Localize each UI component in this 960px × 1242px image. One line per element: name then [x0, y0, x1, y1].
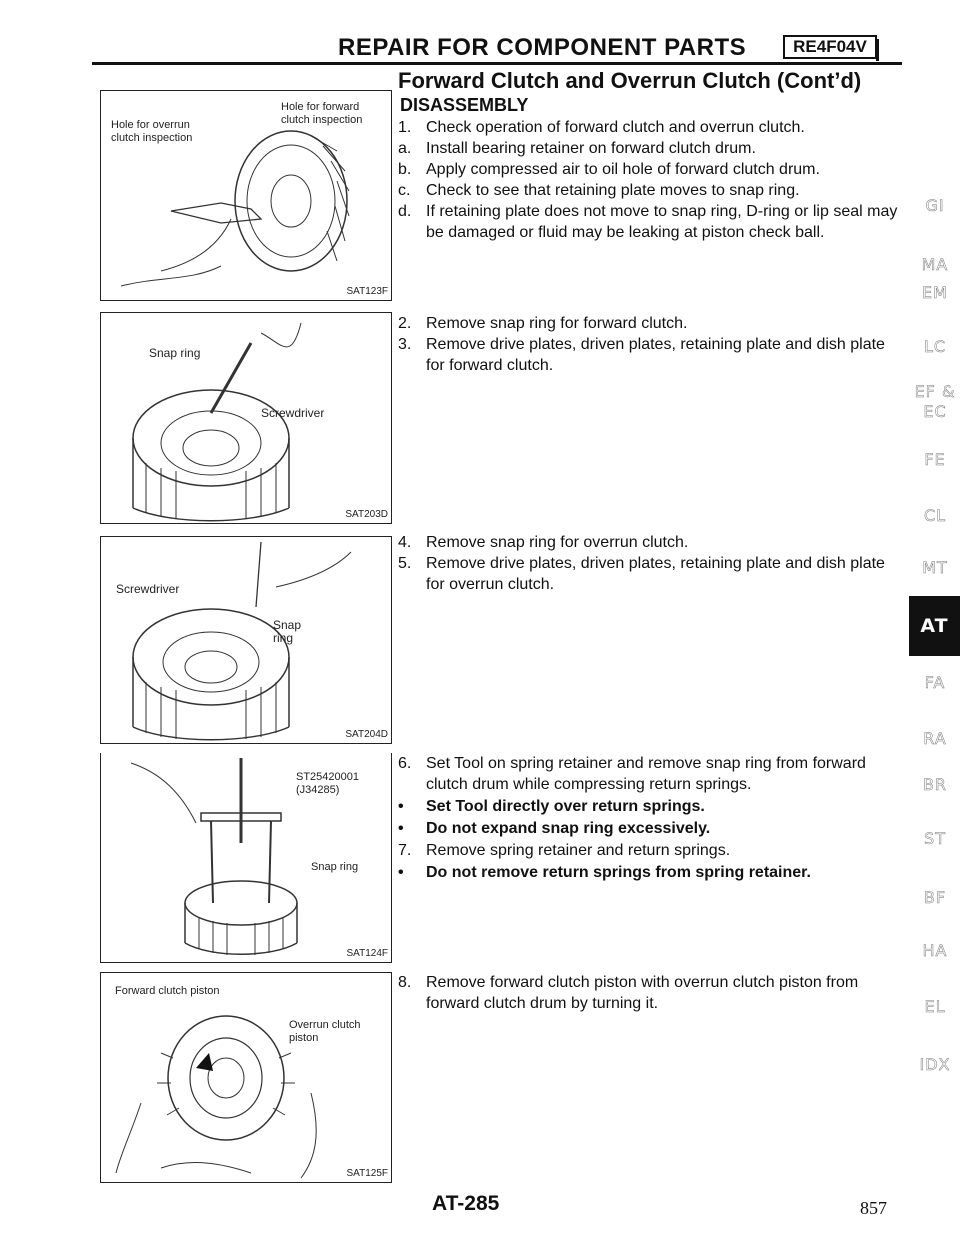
figure-label: Hole for overrun clutch inspection: [111, 119, 193, 144]
figure-forward-snap-ring: [100, 312, 392, 524]
step-item: 1. Check operation of forward clutch and overrun clutch.: [398, 119, 805, 136]
figure-label: Hole for forward clutch inspection: [281, 101, 363, 126]
step-item: 3. Remove drive plates, driven plates, retaining plate and dish plate for forward clutch.: [398, 336, 885, 374]
page-subtitle: Forward Clutch and Overrun Clutch (Cont’d): [398, 68, 862, 93]
note-item: • Do not remove return springs from spring retainer.: [398, 864, 811, 881]
page-code: AT-285: [432, 1192, 500, 1215]
figure-label: Overrun clutch piston: [289, 1019, 361, 1044]
side-tab-lc[interactable]: LC: [923, 337, 947, 356]
header-rule: [92, 62, 902, 65]
figure-code: SAT203D: [345, 509, 388, 520]
step-item: 7. Remove spring retainer and return springs.: [398, 842, 731, 859]
figure-piston-removal: [100, 972, 392, 1183]
figure-code: SAT124F: [346, 948, 388, 959]
figure-code: SAT123F: [346, 286, 388, 297]
figure-code: SAT204D: [345, 729, 388, 740]
side-tab-fe[interactable]: FE: [924, 450, 946, 469]
side-tab-at-active[interactable]: AT: [909, 596, 960, 656]
step-item: c. Check to see that retaining plate moves to snap ring.: [398, 182, 800, 199]
side-tab-br[interactable]: BR: [922, 775, 948, 794]
figure-label: Snap ring: [311, 861, 359, 873]
note-item: • Set Tool directly over return springs.: [398, 798, 705, 815]
figure-air-check: [100, 90, 392, 301]
figure-code: SAT125F: [346, 1168, 388, 1179]
clutch-drum-illustration: [101, 313, 393, 525]
side-tab-gi[interactable]: GI: [925, 196, 945, 215]
figure-label: Screwdriver: [116, 582, 180, 596]
side-tab-ra[interactable]: RA: [923, 729, 947, 748]
section-heading: DISASSEMBLY: [400, 95, 529, 115]
side-tab-ef-ec[interactable]: EF & EC: [914, 382, 956, 421]
side-tab-idx[interactable]: IDX: [919, 1055, 951, 1074]
step-item: b. Apply compressed air to oil hole of forward clutch drum.: [398, 161, 820, 178]
figure-label: Snap ring: [149, 346, 201, 360]
side-tab-fa[interactable]: FA: [924, 673, 946, 692]
step-item: 5. Remove drive plates, driven plates, retaining plate and dish plate for overrun clutch.: [398, 555, 885, 593]
side-tab-st[interactable]: ST: [924, 829, 946, 848]
side-tab-ma[interactable]: MA: [921, 255, 949, 274]
note-item: • Do not expand snap ring excessively.: [398, 820, 711, 837]
model-badge: RE4F04V: [783, 35, 877, 59]
side-tab-el[interactable]: EL: [924, 997, 946, 1016]
step-item: 2. Remove snap ring for forward clutch.: [398, 315, 688, 332]
figure-label: ST25420001 (J34285): [296, 771, 359, 796]
figure-label: Screwdriver: [261, 406, 325, 420]
step-item: 6. Set Tool on spring retainer and remove snap ring from forward clutch drum while compressing return springs.: [398, 755, 866, 793]
page-number: 857: [860, 1198, 887, 1218]
side-tab-bf[interactable]: BF: [923, 888, 947, 907]
figure-label: Snap ring: [273, 618, 302, 645]
step-item: 8. Remove forward clutch piston with overrun clutch piston from forward clutch drum by turning it.: [398, 974, 859, 1012]
figure-label: Forward clutch piston: [115, 985, 220, 997]
step-item: d. If retaining plate does not move to snap ring, D-ring or lip seal may be damaged or fluid may be leaking at piston check ball.: [398, 203, 898, 241]
step-item: a. Install bearing retainer on forward clutch drum.: [398, 140, 756, 157]
clutch-drum-illustration: [101, 537, 393, 745]
clutch-piston-illustration: [101, 973, 393, 1184]
side-tab-ha[interactable]: HA: [922, 941, 948, 960]
step-item: 4. Remove snap ring for overrun clutch.: [398, 534, 689, 551]
figure-overrun-snap-ring: [100, 536, 392, 744]
side-tab-em[interactable]: EM: [922, 283, 948, 302]
figure-spring-compressor: [100, 753, 392, 963]
side-tab-cl[interactable]: CL: [923, 506, 947, 525]
page-header-title: REPAIR FOR COMPONENT PARTS: [338, 34, 747, 61]
side-tab-mt[interactable]: MT: [922, 558, 948, 577]
